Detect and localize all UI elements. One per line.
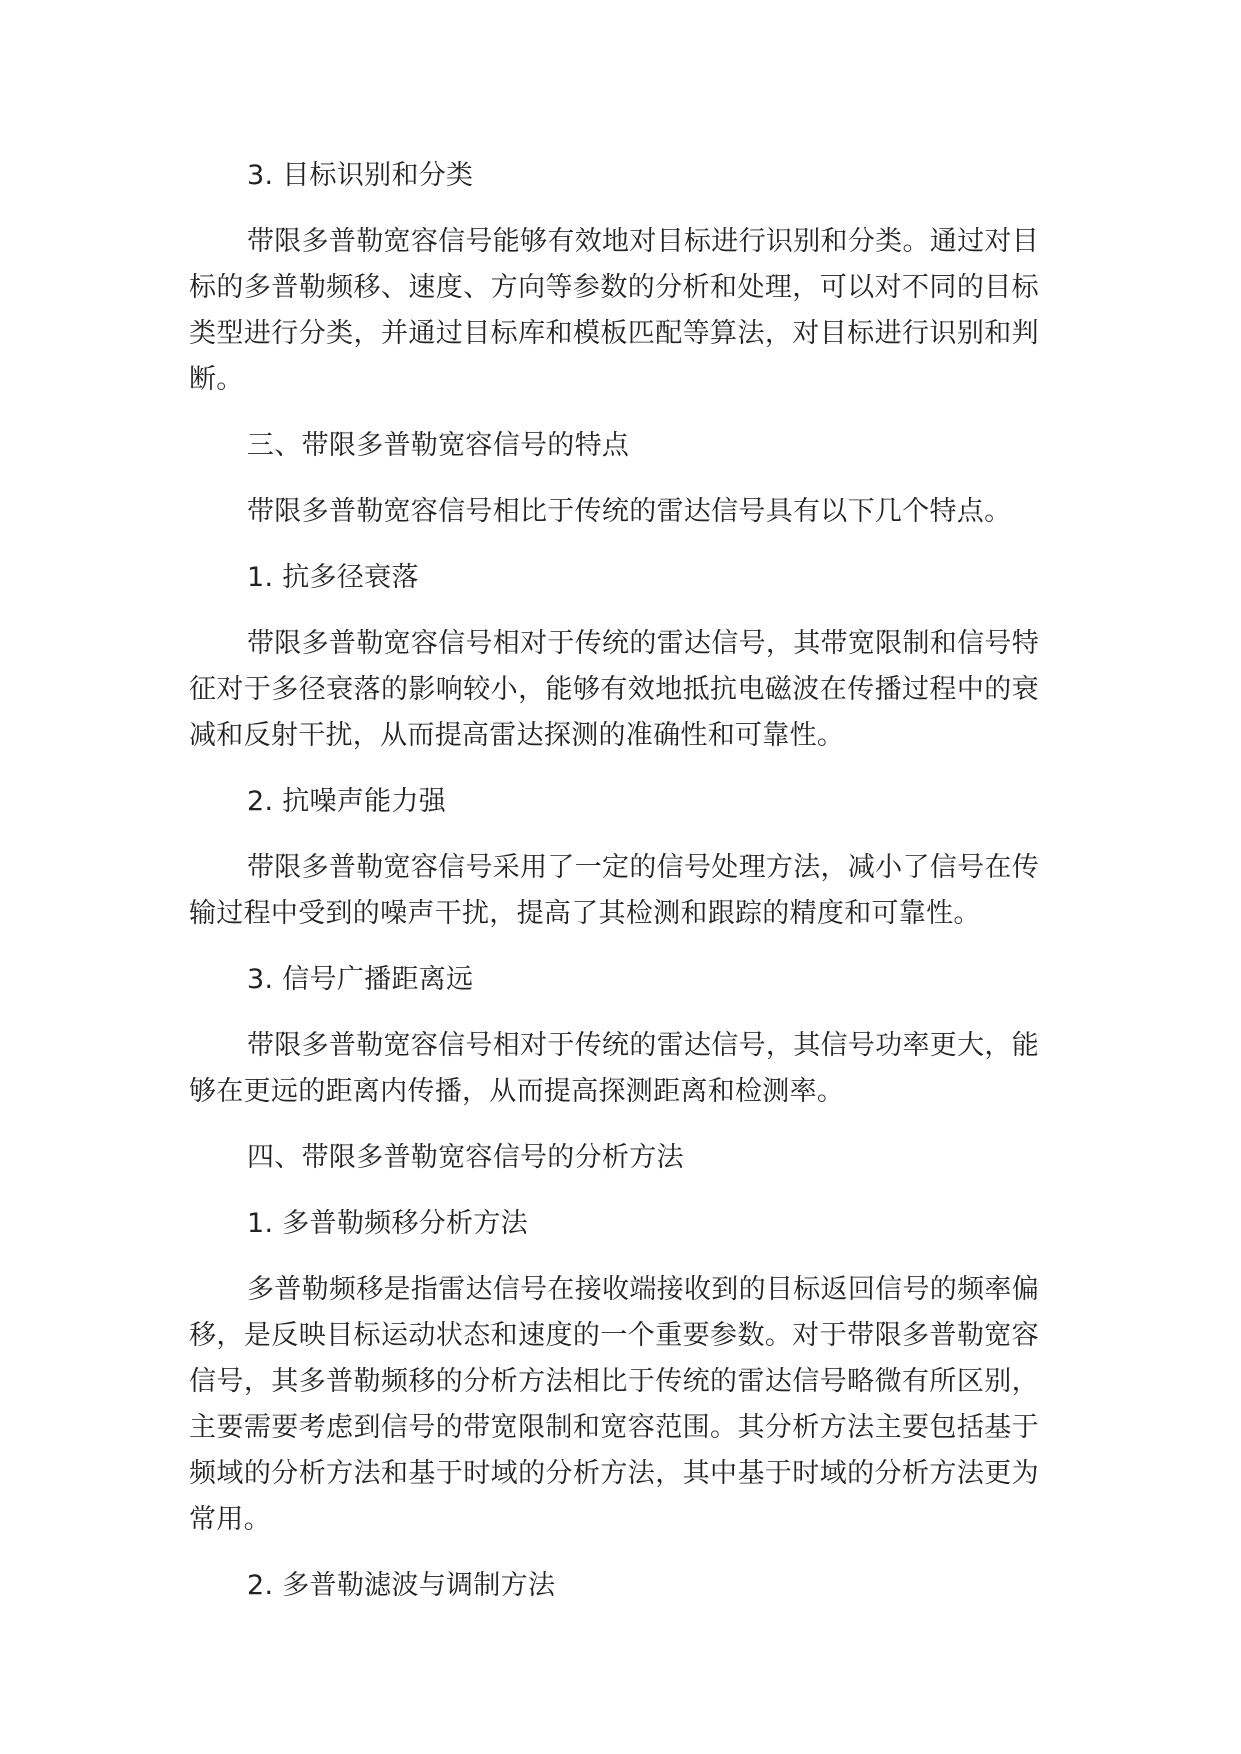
section-heading-noise: 2. 抗噪声能力强 xyxy=(247,786,447,817)
chapter-heading-features: 三、带限多普勒宽容信号的特点 xyxy=(247,430,630,461)
section-heading-filter-modulation: 2. 多普勒滤波与调制方法 xyxy=(247,1570,556,1601)
section-heading-range: 3. 信号广播距离远 xyxy=(247,964,474,995)
document-body xyxy=(189,153,1039,1629)
paragraph-noise: 带限多普勒宽容信号采用了一定的信号处理方法，减小了信号在传输过程中受到的噪声干扰，提高了其检测和跟踪的精度和可靠性。 xyxy=(189,852,1039,929)
section-heading-doppler-shift: 1. 多普勒频移分析方法 xyxy=(247,1208,528,1239)
paragraph-range: 带限多普勒宽容信号相对于传统的雷达信号，其信号功率更大，能够在更远的距离内传播，从而提高探测距离和检测率。 xyxy=(189,1030,1039,1107)
chapter-heading-analysis: 四、带限多普勒宽容信号的分析方法 xyxy=(247,1142,684,1173)
paragraph-doppler-shift: 多普勒频移是指雷达信号在接收端接收到的目标返回信号的频率偏移，是反映目标运动状态和速度的一个重要参数。对于带限多普勒宽容信号，其多普勒频移的分析方法相比于传统的雷达信号略微有所区别，主要需要考虑到信号的带宽限制和宽容范围。其分析方法主要包括基于频域的分析方法和基于时域的分析方法，其中基于时域的分析方法更为常用。 xyxy=(189,1274,1039,1535)
paragraph-multipath: 带限多普勒宽容信号相对于传统的雷达信号，其带宽限制和信号特征对于多径衰落的影响较小，能够有效地抵抗电磁波在传播过程中的衰减和反射干扰，从而提高雷达探测的准确性和可靠性。 xyxy=(189,628,1039,751)
section-heading-target-recognition: 3. 目标识别和分类 xyxy=(247,160,474,191)
paragraph-features-intro: 带限多普勒宽容信号相比于传统的雷达信号具有以下几个特点。 xyxy=(247,496,1012,527)
section-heading-multipath: 1. 抗多径衰落 xyxy=(247,562,419,593)
paragraph-target-recognition: 带限多普勒宽容信号能够有效地对目标进行识别和分类。通过对目标的多普勒频移、速度、方向等参数的分析和处理，可以对不同的目标类型进行分类，并通过目标库和模板匹配等算法，对目标进行识别和判断。 xyxy=(189,226,1039,395)
